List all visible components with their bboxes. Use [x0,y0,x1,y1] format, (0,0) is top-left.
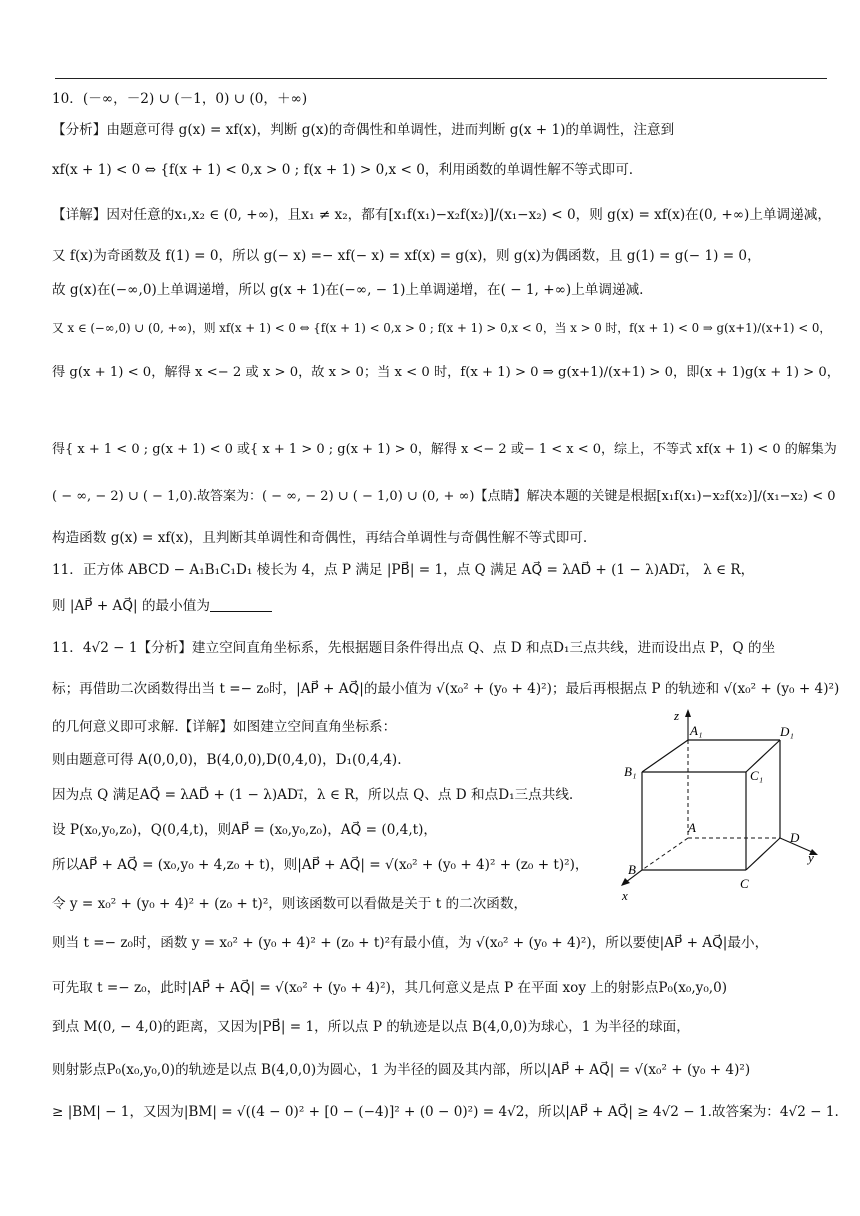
text-line: 【分析】由题意可得 g(x) = xf(x)，判断 g(x)的奇偶性和单调性，进而判断 g(x + 1)的单调性，注意到 [52,122,675,138]
text-line: 故 g(x)在(−∞,0)上单调递增，所以 g(x + 1)在(−∞, − 1)上单调递增，在( − 1, +∞)上单调递减. [52,282,644,298]
text-line: ≥ |BM| − 1，又因为|BM| = √((4 − 0)² + [0 − (−4)]² + (0 − 0)²) = 4√2，所以|AP⃗ + AQ⃗| ≥ 4√2 − 1.故答案为：4√2 − 1. [52,1104,839,1120]
text-line: 【详解】因对任意的x₁,x₂ ∈ (0, +∞)，且x₁ ≠ x₂，都有[x₁f(x₁)−x₂f(x₂)]/(x₁−x₂) < 0，则 g(x) = xf(x)在(0, +∞)上单调递减， [52,207,831,223]
text-line: 11．4√2 − 1【分析】建立空间直角坐标系，先根据题目条件得出点 Q、点 D 和点D₁三点共线，进而设出点 P，Q 的坐 [52,640,776,656]
text-line: 则当 t =− z₀时，函数 y = x₀² + (y₀ + 4)² + (z₀ + t)²有最小值，为 √(x₀² + (y₀ + 4)²)，所以要使|AP⃗ + AQ⃗|最小， [52,935,769,951]
text-line: xf(x + 1) < 0 ⇔ {f(x + 1) < 0,x > 0 ; f(x + 1) > 0,x < 0，利用函数的单调性解不等式即可. [52,162,634,178]
text-line: 令 y = x₀² + (y₀ + 4)² + (z₀ + t)²，则该函数可以看做是关于 t 的二次函数， [52,896,528,912]
text-line: 又 x ∈ (−∞,0) ∪ (0, +∞)，则 xf(x + 1) < 0 ⇔ {f(x + 1) < 0,x > 0 ; f(x + 1) > 0,x < 0，当 x > 0 时，f(x + 1) < 0 ⇒ g(x+1)/(x+1) < 0， [52,321,832,335]
label-y: y [808,850,814,865]
text-line: 10．(－∞，－2) ∪ (－1，0) ∪ (0，＋∞) [52,91,308,107]
question-prompt: 则 |AP⃗ + AQ⃗| 的最小值为 [52,596,272,616]
label-A: A [688,820,696,835]
label-C: C [740,876,749,891]
text-line: 构造函数 g(x) = xf(x)，且判断其单调性和奇偶性，再结合单调性与奇偶性解不等式即可. [52,530,588,546]
label-B: B [628,862,636,877]
text-line: 可先取 t =− z₀，此时|AP⃗ + AQ⃗| = √(x₀² + (y₀ + 4)²)，其几何意义是点 P 在平面 xoy 上的射影点P₀(x₀,y₀,0) [52,980,728,996]
answer-blank[interactable] [210,597,272,612]
label-D1: D₁ [780,724,794,739]
text-line: 标；再借助二次函数得出当 t =− z₀时，|AP⃗ + AQ⃗|的最小值为 √(x₀² + (y₀ + 4)²)；最后再根据点 P 的轨迹和 √(x₀² + (y₀ + 4)²) [52,681,840,697]
text-line: 则由题意可得 A(0,0,0)，B(4,0,0),D(0,4,0)，D₁(0,4,4). [52,752,402,768]
label-B1: B₁ [624,764,637,779]
text-line: 得{ x + 1 < 0 ; g(x + 1) < 0 或{ x + 1 > 0 ; g(x + 1) > 0，解得 x <− 2 或− 1 < x < 0，综上，不等式 xf(x + 1) < 0 的解集为 [52,442,837,457]
text-line: 到点 M(0, − 4,0)的距离，又因为|PB⃗| = 1，所以点 P 的轨迹是以点 B(4,0,0)为球心，1 为半径的球面， [52,1019,690,1035]
cube-figure [612,704,832,904]
label-z: z [674,708,680,723]
label-D: D [790,830,800,845]
header-rule [55,78,827,79]
text-line: 所以AP⃗ + AQ⃗ = (x₀,y₀ + 4,z₀ + t)，则|AP⃗ + AQ⃗| = √(x₀² + (y₀ + 4)² + (z₀ + t)²)， [52,857,589,873]
text-line: 设 P(x₀,y₀,z₀)，Q(0,4,t)，则AP⃗ = (x₀,y₀,z₀)，AQ⃗ = (0,4,t)， [52,822,437,838]
label-A1: A₁ [690,723,703,738]
label-x: x [622,888,628,903]
text-line: 则射影点P₀(x₀,y₀,0)的轨迹是以点 B(4,0,0)为圆心，1 为半径的圆及其内部，所以|AP⃗ + AQ⃗| = √(x₀² + (y₀ + 4)²) [52,1062,751,1078]
text-line: ( − ∞, − 2) ∪ ( − 1,0).故答案为：( − ∞, − 2) ∪ ( − 1,0) ∪ (0, + ∞)【点睛】解决本题的关键是根据[x₁f(x₁)−x₂f(x₂)]/(x₁−x₂) < 0 [52,489,836,504]
label-C1: C₁ [750,768,764,783]
text-line: 得 g(x + 1) < 0，解得 x <− 2 或 x > 0，故 x > 0；当 x < 0 时，f(x + 1) > 0 ⇒ g(x+1)/(x+1) > 0，即(x + 1)g(x + 1) > 0， [52,365,840,380]
text-line: 11．正方体 ABCD − A₁B₁C₁D₁ 棱长为 4，点 P 满足 |PB⃗| = 1，点 Q 满足 AQ⃗ = λAD⃗ + (1 − λ)AD₁⃗， λ ∈ R， [52,562,755,578]
text-line: 的几何意义即可求解.【详解】如图建立空间直角坐标系： [52,719,397,735]
text-line: 因为点 Q 满足AQ⃗ = λAD⃗ + (1 − λ)AD₁⃗，λ ∈ R，所以点 Q、点 D 和点D₁三点共线. [52,787,574,803]
text-line: 又 f(x)为奇函数及 f(1) = 0，所以 g(− x) =− xf(− x) = xf(x) = g(x)，则 g(x)为偶函数，且 g(1) = g(− 1) = 0， [52,248,761,264]
